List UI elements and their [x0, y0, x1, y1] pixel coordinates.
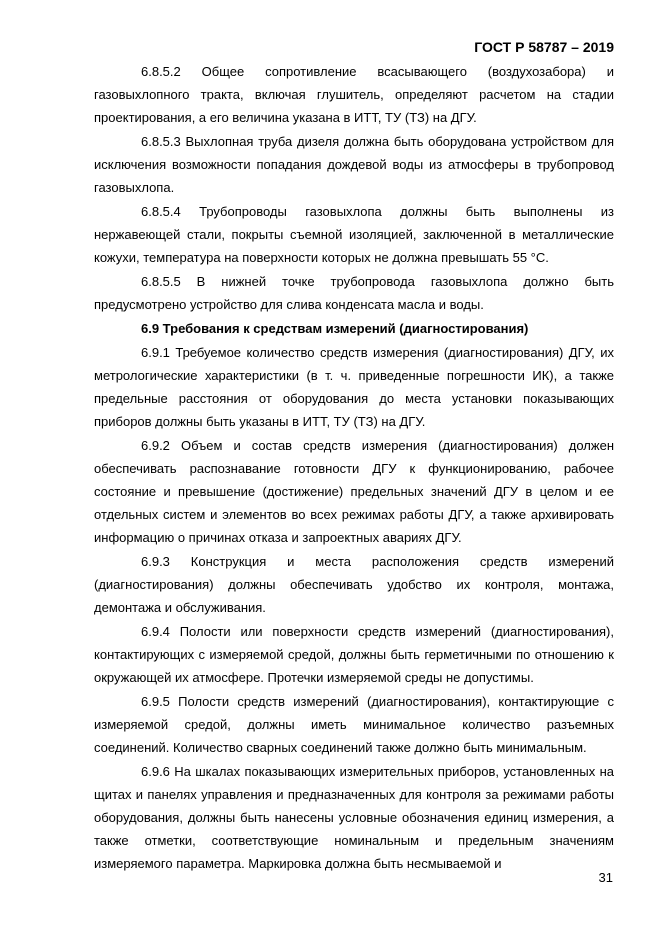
- paragraph-6-9-6: 6.9.6 На шкалах показывающих измерительных приборов, установленных на щитах и панелях управления и предназначенных для контроля за режимами работы оборудования, должны быть нанесены условные обозначения единиц измерения, а также отметки, соответствующие номинальным и предельным значениям измеряемого параметра. Маркировка должна быть несмываемой и: [94, 764, 614, 871]
- paragraph-6-9-3: 6.9.3 Конструкция и места расположения средств измерений (диагностирования) должны обеспечивать удобство их контроля, монтажа, демонтажа и обслуживания.: [94, 554, 614, 615]
- paragraph-6-8-5-3: 6.8.5.3 Выхлопная труба дизеля должна быть оборудована устройством для исключения возможности попадания дождевой воды из атмосферы в трубопровод газовыхлопа.: [94, 134, 614, 195]
- paragraph-6-9-5: 6.9.5 Полости средств измерений (диагностирования), контактирующие с измеряемой средой, должны иметь минимальное количество разъемных соединений. Количество сварных соединений также должно быть минимальным.: [94, 694, 614, 755]
- document-body: [94, 60, 614, 876]
- paragraph-6-9-1: 6.9.1 Требуемое количество средств измерения (диагностирования) ДГУ, их метрологические характеристики (в т. ч. приведенные погрешности ИК), а также предельные расстояния от оборудования до места установки показывающих приборов должны быть указаны в ИТТ, ТУ (ТЗ) на ДГУ.: [94, 345, 614, 429]
- document-id: ГОСТ Р 58787 – 2019: [474, 39, 614, 55]
- paragraph-6-8-5-2: 6.8.5.2 Общее сопротивление всасывающего (воздухозабора) и газовыхлопного тракта, включая глушитель, определяют расчетом на стадии проектирования, а его величина указана в ИТТ, ТУ (ТЗ) на ДГУ.: [94, 64, 614, 125]
- section-heading-6-9: 6.9 Требования к средствам измерений (диагностирования): [141, 321, 529, 336]
- paragraph-6-8-5-4: 6.8.5.4 Трубопроводы газовыхлопа должны быть выполнены из нержавеющей стали, покрыты съемной изоляцией, заключенной в металлические кожухи, температура на поверхности которых не должна превышать 55 °С.: [94, 204, 614, 265]
- paragraph-6-9-2: 6.9.2 Объем и состав средств измерения (диагностирования) должен обеспечивать распознавание готовности ДГУ к функционированию, рабочее состояние и превышение (достижение) предельных значений ДГУ в целом и ее отдельных систем и элементов во всех режимах работы ДГУ, а также архивировать информацию о причинах отказа и запроектных авариях ДГУ.: [94, 438, 614, 545]
- paragraph-6-9-4: 6.9.4 Полости или поверхности средств измерений (диагностирования), контактирующих с измеряемой средой, должны быть герметичными по отношению к окружающей их атмосфере. Протечки измеряемой среды не допустимы.: [94, 624, 614, 685]
- paragraph-6-8-5-5: 6.8.5.5 В нижней точке трубопровода газовыхлопа должно быть предусмотрено устройство для слива конденсата масла и воды.: [94, 274, 614, 312]
- page-number: 31: [598, 870, 613, 885]
